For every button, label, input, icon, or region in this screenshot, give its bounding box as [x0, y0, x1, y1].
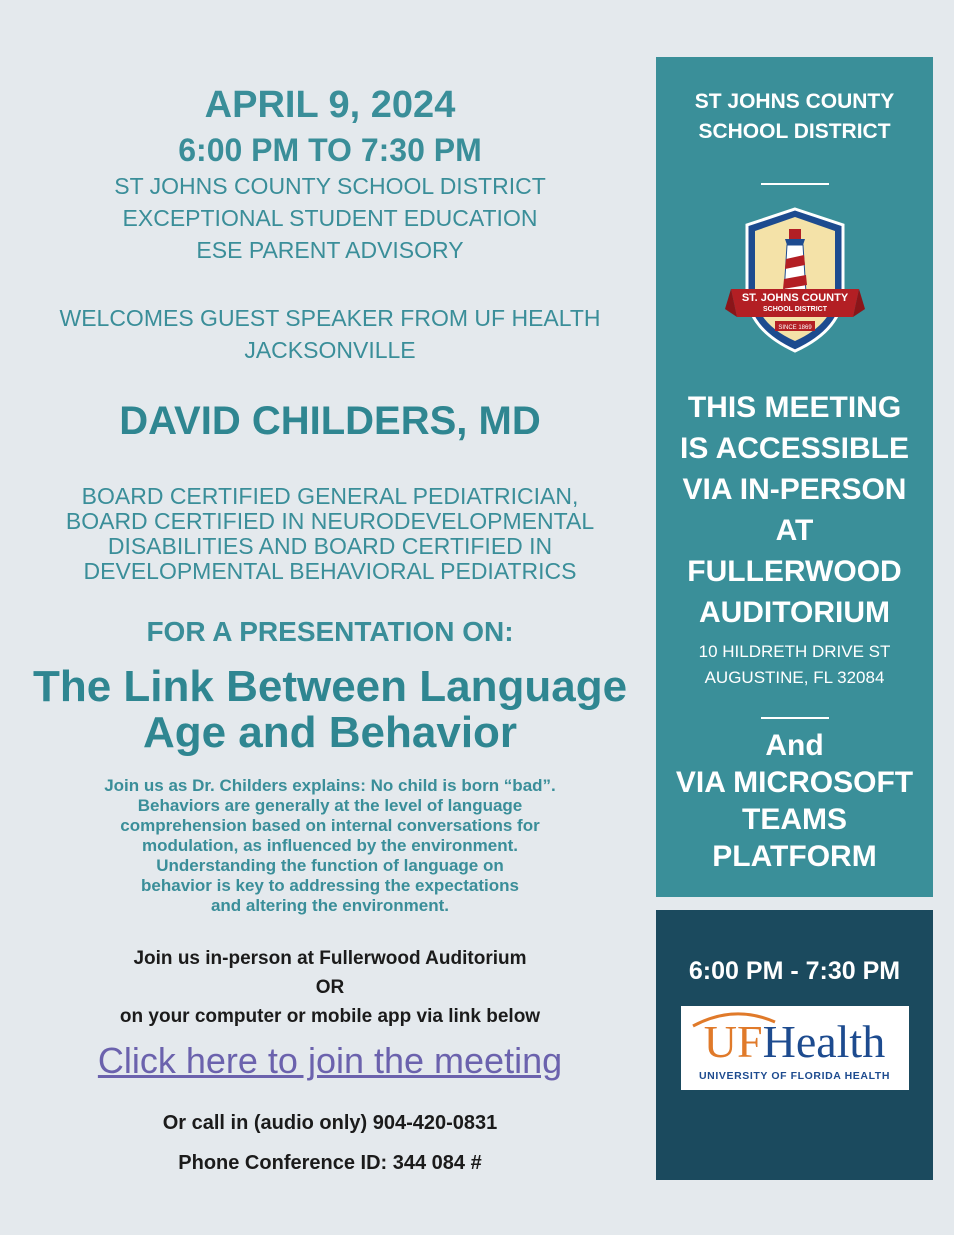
via-line: PLATFORM — [712, 840, 877, 873]
description-line: modulation, as influenced by the environment. — [142, 836, 518, 855]
sidebar-time-panel — [656, 910, 933, 1180]
credential-line: DISABILITIES AND BOARD CERTIFIED IN — [107, 533, 553, 559]
join-line: OR — [315, 977, 345, 998]
presentation-title — [20, 664, 640, 756]
conference-id: Phone Conference ID: 344 084 # — [178, 1152, 482, 1174]
uf-logo-arc-icon — [689, 1008, 779, 1028]
welcome-line: WELCOMES GUEST SPEAKER FROM UF HEALTH — [59, 305, 601, 331]
health-wordmark-part: Health — [762, 1016, 886, 1067]
organizer-line: ST JOHNS COUNTY SCHOOL DISTRICT — [114, 173, 546, 199]
call-in-block — [20, 1103, 640, 1183]
flyer-main-column — [20, 82, 640, 1183]
meeting-line: THIS MEETING — [687, 391, 902, 424]
sidebar-event-time: 6:00 PM - 7:30 PM — [688, 957, 901, 985]
call-in-number: Or call in (audio only) 904-420-0831 — [162, 1112, 498, 1134]
speaker-credentials — [20, 484, 640, 584]
event-date: APRIL 9, 2024 — [204, 84, 456, 126]
meeting-access-statement — [656, 387, 933, 633]
meeting-line: FULLERWOOD — [687, 555, 902, 588]
credential-line: BOARD CERTIFIED IN NEURODEVELOPMENTAL — [65, 508, 595, 534]
speaker-name: DAVID CHILDERS, MD — [119, 399, 541, 443]
organizer-line: EXCEPTIONAL STUDENT EDUCATION — [122, 205, 538, 231]
via-line: TEAMS — [742, 803, 847, 836]
and-line: And — [765, 729, 824, 762]
description-line: behavior is key to addressing the expectations — [141, 876, 519, 895]
venue-address — [656, 639, 933, 691]
address-line: AUGUSTINE, FL 32084 — [704, 668, 885, 687]
lighthouse-shield-icon — [725, 205, 865, 357]
meeting-line: AT — [775, 514, 814, 547]
sidebar-divider — [761, 183, 829, 185]
badge-banner-line2: SCHOOL DISTRICT — [762, 306, 827, 313]
title-line: The Link Between Language — [32, 662, 628, 711]
uf-health-tagline: UNIVERSITY OF FLORIDA HEALTH — [698, 1070, 891, 1082]
sidebar-divider — [761, 717, 829, 719]
meeting-line: AUDITORIUM — [698, 596, 891, 629]
teams-access-statement — [656, 727, 933, 875]
presentation-description — [20, 776, 640, 916]
organizer-block — [20, 170, 640, 266]
badge-banner-line1: ST. JOHNS COUNTY — [741, 292, 848, 304]
presentation-intro: FOR A PRESENTATION ON: — [146, 616, 514, 647]
district-line: SCHOOL DISTRICT — [698, 120, 891, 143]
title-line: Age and Behavior — [142, 708, 518, 757]
credential-line: BOARD CERTIFIED GENERAL PEDIATRICIAN, — [81, 483, 579, 509]
join-line: Join us in-person at Fullerwood Auditorium — [133, 948, 527, 969]
sidebar-district-name — [656, 87, 933, 147]
join-instructions — [20, 944, 640, 1031]
description-line: Join us as Dr. Childers explains: No child is born “bad”. — [104, 776, 556, 795]
address-line: 10 HILDRETH DRIVE ST — [698, 642, 891, 661]
join-line: on your computer or mobile app via link below — [119, 1006, 541, 1027]
join-meeting-link[interactable]: Click here to join the meeting — [97, 1040, 563, 1081]
meeting-line: VIA IN-PERSON — [682, 473, 907, 506]
sidebar-info-panel — [656, 57, 933, 897]
via-line: VIA MICROSOFT — [675, 766, 914, 799]
uf-wordmark-part: UF — [703, 1016, 763, 1067]
organizer-line: ESE PARENT ADVISORY — [196, 237, 464, 263]
welcome-line: JACKSONVILLE — [244, 337, 416, 363]
badge-since: SINCE 1869 — [777, 325, 812, 331]
description-line: Behaviors are generally at the level of language — [137, 796, 523, 815]
welcome-block — [20, 302, 640, 366]
event-time: 6:00 PM TO 7:30 PM — [178, 132, 482, 168]
meeting-line: IS ACCESSIBLE — [680, 432, 909, 465]
credential-line: DEVELOPMENTAL BEHAVIORAL PEDIATRICS — [83, 558, 577, 584]
uf-health-logo — [681, 1006, 909, 1090]
description-line: comprehension based on internal conversations for — [120, 816, 540, 835]
district-line: ST JOHNS COUNTY — [694, 90, 895, 113]
description-line: Understanding the function of language on — [156, 856, 504, 875]
description-line: and altering the environment. — [210, 896, 450, 915]
